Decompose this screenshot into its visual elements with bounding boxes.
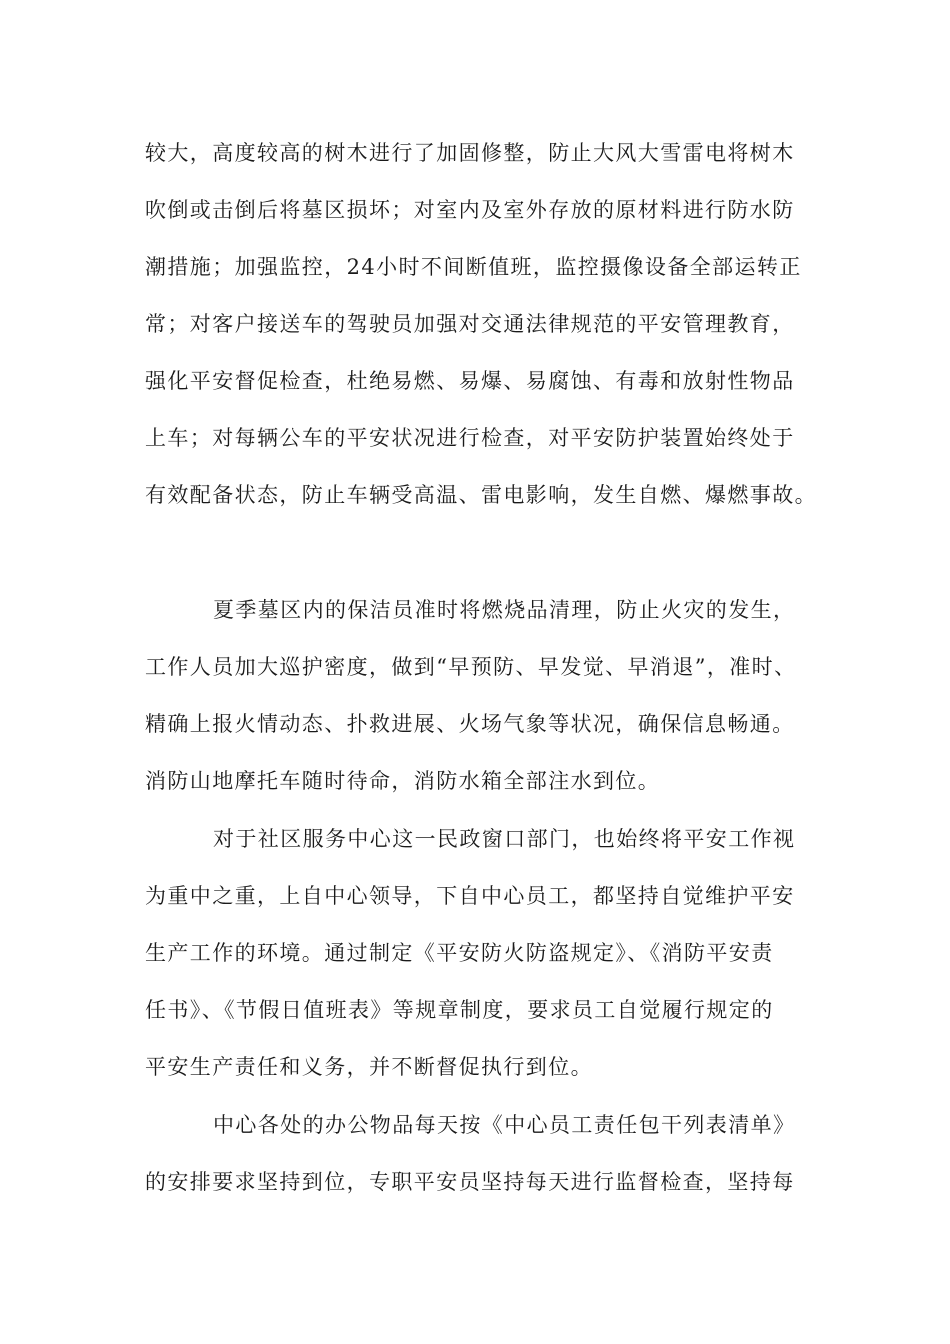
text-line: 任书》、《节假日值班表》等规章制度，要求员工自觉履行规定的: [145, 998, 774, 1022]
text-line: 为重中之重，上自中心领导，下自中心员工，都坚持自觉维护平安: [145, 884, 795, 908]
text-line: 强化平安督促检查，杜绝易燃、易爆、易腐蚀、有毒和放射性物品: [145, 369, 795, 393]
text-line: 较大，高度较高的树木进行了加固修整，防止大风大雪雷电将树木: [145, 141, 795, 165]
text-line: 的安排要求坚持到位，专职平安员坚持每天进行监督检查，坚持每: [145, 1170, 795, 1194]
text-line: 对于社区服务中心这一民政窗口部门，也始终将平安工作视: [213, 827, 796, 851]
text-line: 潮措施；加强监控，24小时不间断值班，监控摄像设备全部运转正: [145, 255, 802, 279]
text-line: 上车；对每辆公车的平安状况进行检查，对平安防护装置始终处于: [145, 426, 795, 450]
text-line: 有效配备状态，防止车辆受高温、雷电影响，发生自燃、爆燃事故。: [145, 483, 817, 507]
text-line: 夏季墓区内的保洁员准时将燃烧品清理，防止火灾的发生，: [213, 598, 796, 622]
text-line: 中心各处的办公物品每天按《中心员工责任包干列表清单》: [213, 1113, 796, 1137]
text-line: 精确上报火情动态、扑救进展、火场气象等状况，确保信息畅通。: [145, 712, 795, 736]
text-line: 常；对客户接送车的驾驶员加强对交通法律规范的平安管理教育，: [145, 312, 795, 336]
text-line: 吹倒或击倒后将墓区损坏；对室内及室外存放的原材料进行防水防: [145, 198, 795, 222]
text-line: 工作人员加大巡护密度，做到“早预防、早发觉、早消退”，准时、: [145, 655, 797, 679]
text-line: 平安生产责任和义务，并不断督促执行到位。: [145, 1055, 593, 1079]
text-line: 消防山地摩托车随时待命，消防水箱全部注水到位。: [145, 769, 661, 793]
text-line: 生产工作的环境。通过制定《平安防火防盗规定》、《消防平安责: [145, 941, 774, 965]
